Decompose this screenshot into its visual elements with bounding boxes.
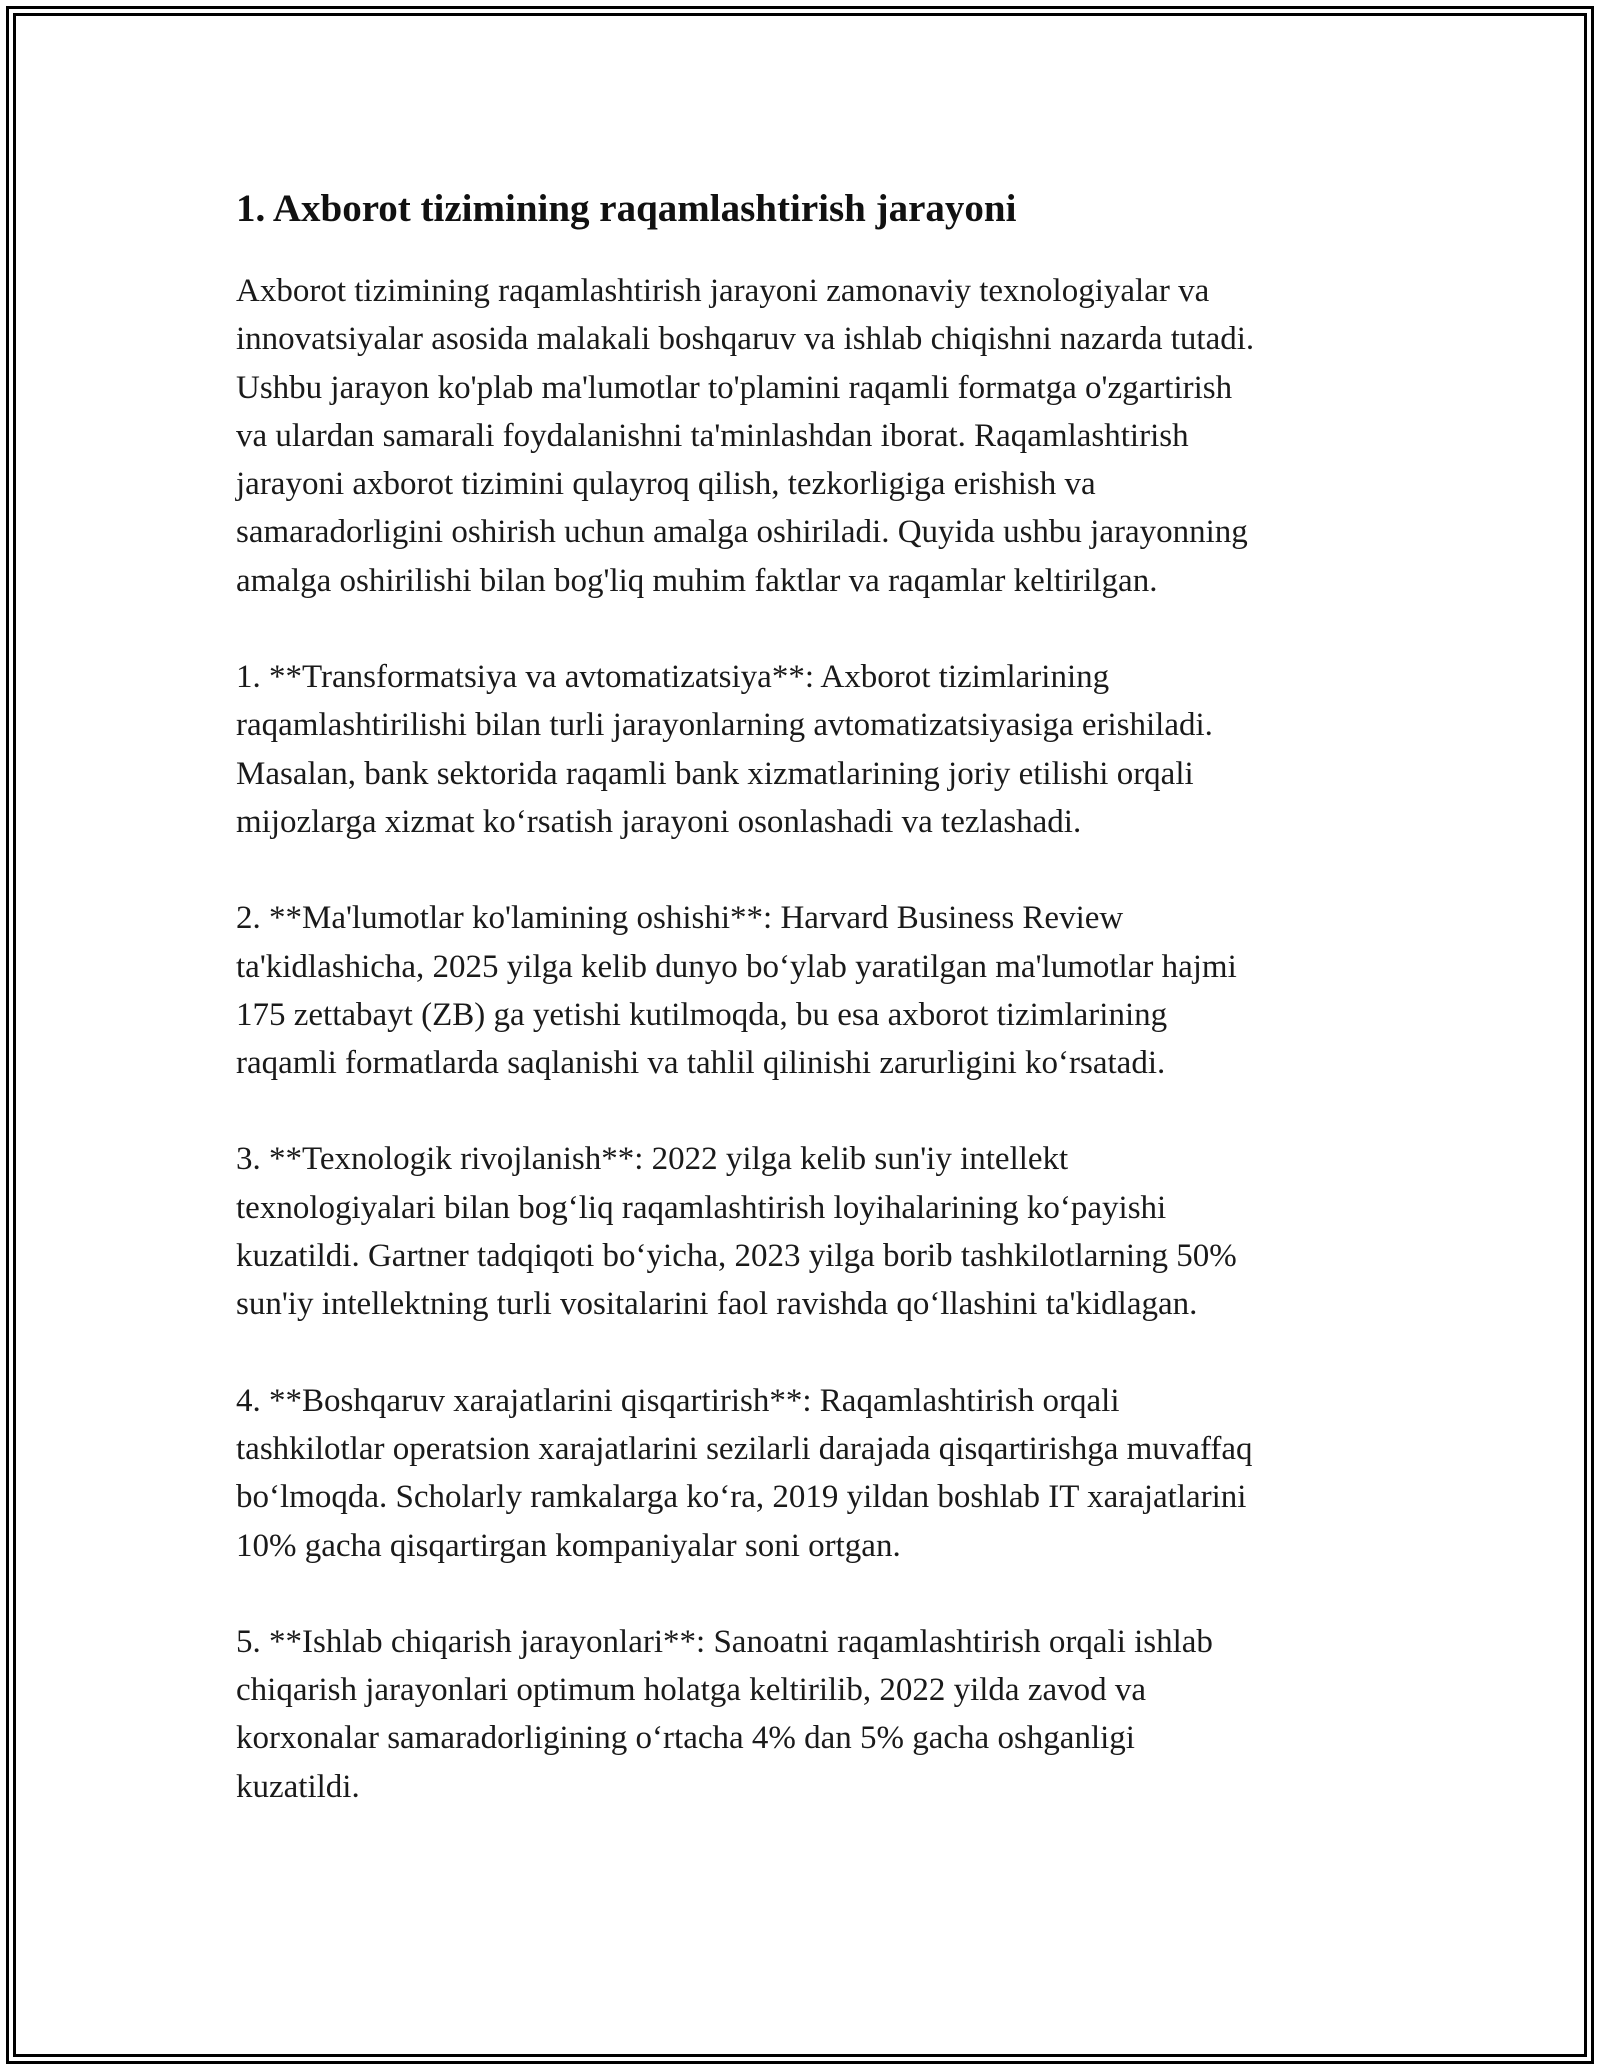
text-line: bo‘lmoqda. Scholarly ramkalarga ko‘ra, 2019 yildan boshlab IT xarajatlarini <box>236 1479 1247 1516</box>
text-line: ta'kidlashicha, 2025 yilga kelib dunyo bo‘ylab yaratilgan ma'lumotlar hajmi <box>236 948 1237 985</box>
document-title: 1. Axborot tizimining raqamlashtirish jarayoni <box>236 187 1017 230</box>
text-line: Ushbu jarayon ko'plab ma'lumotlar to'plamini raqamli formatga o'zgartirish <box>236 369 1233 406</box>
list-item-5 <box>236 1618 1386 1811</box>
text-line: Axborot tizimining raqamlashtirish jarayoni zamonaviy texnologiyalar va <box>236 273 1210 309</box>
text-line: chiqarish jarayonlari optimum holatga keltirilib, 2022 yilda zavod va <box>236 1672 1147 1709</box>
text-line: raqamli formatlarda saqlanishi va tahlil qilinishi zarurligini ko‘rsatadi. <box>236 1045 1166 1082</box>
text-line: Masalan, bank sektorida raqamli bank xizmatlarining joriy etilishi orqali <box>236 755 1194 792</box>
list-item-2 <box>236 894 1386 1087</box>
intro-paragraph <box>236 267 1386 605</box>
text-line: kuzatildi. <box>236 1768 360 1805</box>
text-line: samaradorligini oshirish uchun amalga oshiriladi. Quyida ushbu jarayonning <box>236 514 1248 551</box>
text-line: 3. **Texnologik rivojlanish**: 2022 yilga kelib sun'iy intellekt <box>236 1141 1069 1178</box>
text-line: 175 zettabayt (ZB) ga yetishi kutilmoqda, bu esa axborot tizimlarining <box>236 996 1168 1033</box>
text-line: korxonalar samaradorligining o‘rtacha 4% dan 5% gacha oshganligi <box>236 1720 1135 1757</box>
text-line: 4. **Boshqaruv xarajatlarini qisqartirish**: Raqamlashtirish orqali <box>236 1382 1120 1419</box>
list-item-1 <box>236 653 1386 846</box>
text-line: 10% gacha qisqartirgan kompaniyalar soni ortgan. <box>236 1527 901 1564</box>
text-line: innovatsiyalar asosida malakali boshqaruv va ishlab chiqishni nazarda tutadi. <box>236 321 1255 358</box>
text-line: mijozlarga xizmat ko‘rsatish jarayoni osonlashadi va tezlashadi. <box>236 803 1082 840</box>
text-line: tashkilotlar operatsion xarajatlarini sezilarli darajada qisqartirishga muvaffaq <box>236 1430 1253 1467</box>
text-line: 5. **Ishlab chiqarish jarayonlari**: Sanoatni raqamlashtirish orqali ishlab <box>236 1623 1213 1660</box>
text-line: 2. **Ma'lumotlar ko'lamining oshishi**: Harvard Business Review <box>236 900 1124 937</box>
paragraph-list <box>236 267 1386 1811</box>
text-line: raqamlashtirilishi bilan turli jarayonlarning avtomatizatsiyasiga erishiladi. <box>236 707 1213 744</box>
text-line: 1. **Transformatsiya va avtomatizatsiya**: Axborot tizimlarining <box>236 659 1110 696</box>
text-line: amalga oshirilishi bilan bog'liq muhim faktlar va raqamlar keltirilgan. <box>236 562 1158 599</box>
list-item-4 <box>236 1377 1386 1570</box>
text-line: texnologiyalari bilan bog‘liq raqamlashtirish loyihalarining ko‘payishi <box>236 1189 1167 1226</box>
text-line: jarayoni axborot tizimini qulayroq qilish, tezkorligiga erishish va <box>236 466 1096 503</box>
text-line: va ulardan samarali foydalanishni ta'minlashdan iborat. Raqamlashtirish <box>236 417 1189 454</box>
document-body <box>236 185 1386 1859</box>
list-item-3 <box>236 1135 1386 1328</box>
text-line: kuzatildi. Gartner tadqiqoti bo‘yicha, 2023 yilga borib tashkilotlarning 50% <box>236 1238 1237 1275</box>
text-line: sun'iy intellektning turli vositalarini faol ravishda qo‘llashini ta'kidlagan. <box>236 1286 1198 1323</box>
